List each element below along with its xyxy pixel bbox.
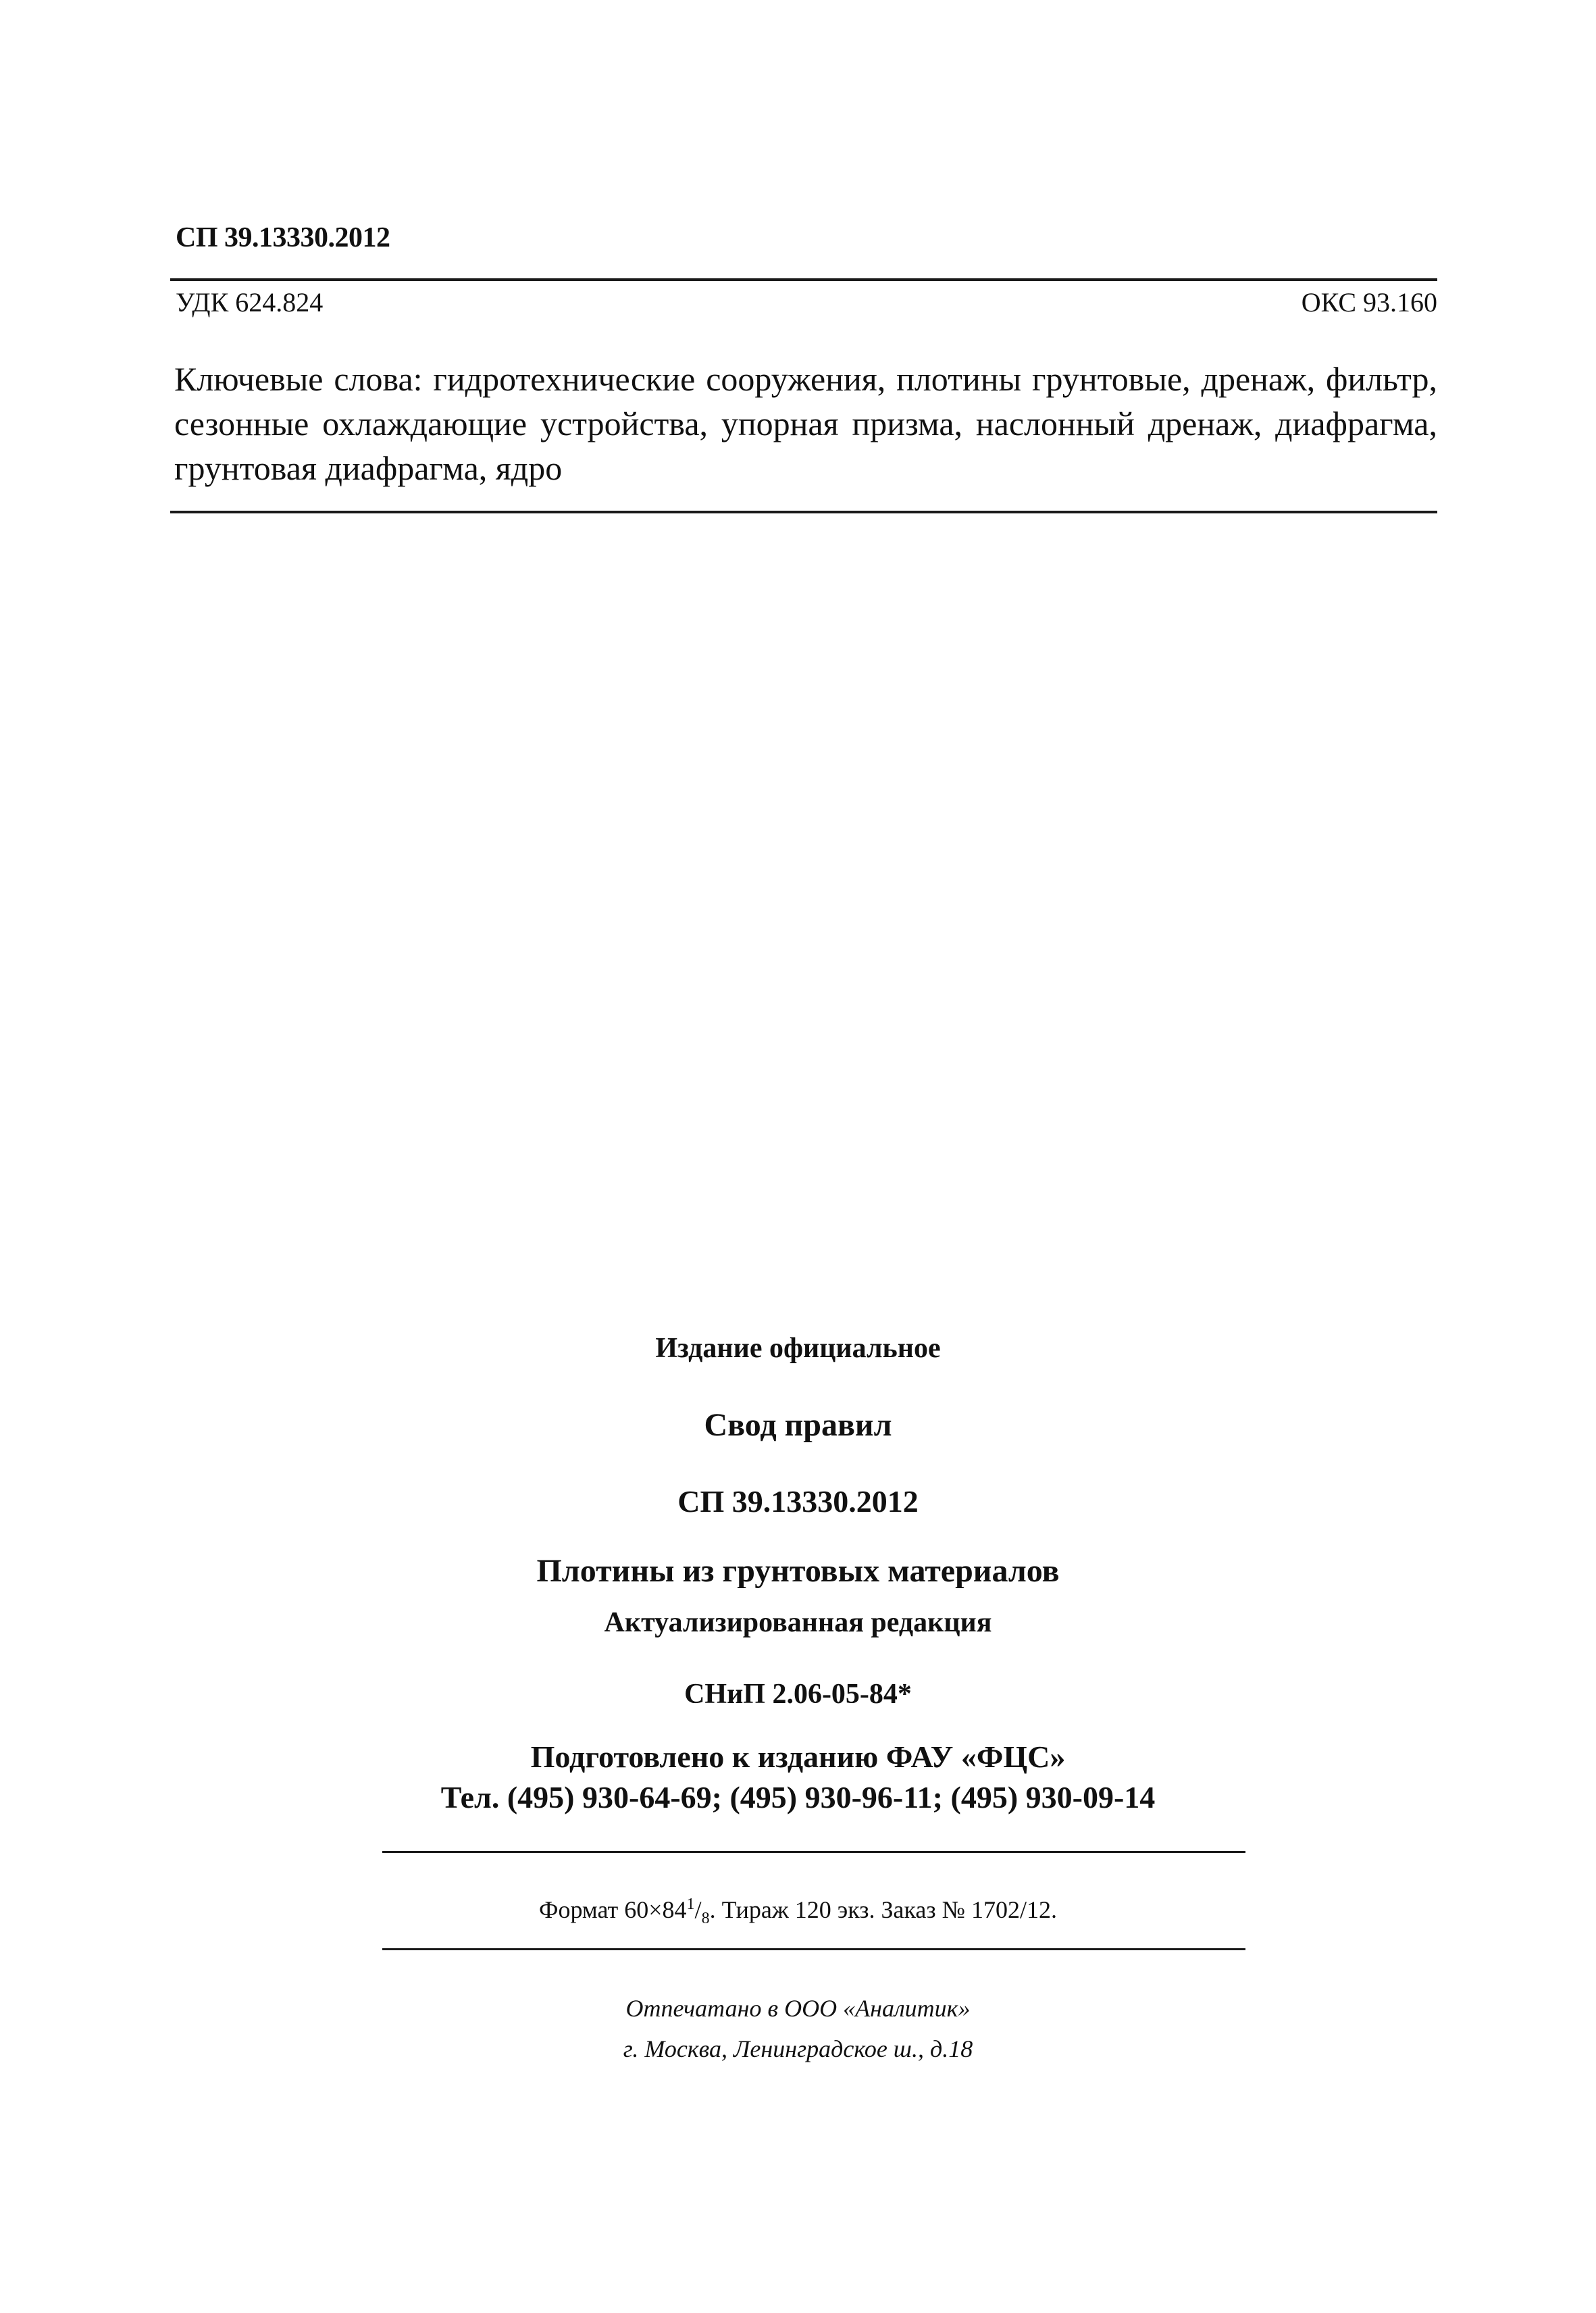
format-fraction-numerator: 1 bbox=[686, 1896, 695, 1913]
keywords-divider bbox=[170, 511, 1437, 513]
imprint-divider-bottom bbox=[382, 1948, 1245, 1950]
format-line bbox=[0, 1896, 1596, 1928]
document-code: СП 39.13330.2012 bbox=[176, 222, 390, 253]
prepared-by: Подготовлено к изданию ФАУ «ФЦС» bbox=[530, 1739, 1066, 1774]
edition-label: Издание официальное bbox=[655, 1333, 941, 1364]
format-suffix: . Тираж 120 экз. Заказ № 1702/12. bbox=[709, 1896, 1057, 1923]
format-fraction-denominator: 8 bbox=[701, 1910, 710, 1928]
printer-address: г. Москва, Ленинградское ш., д.18 bbox=[623, 2035, 973, 2062]
document-subtitle: Актуализированная редакция bbox=[604, 1607, 992, 1638]
udk-code: УДК 624.824 bbox=[176, 287, 324, 317]
format-fraction-slash: / bbox=[694, 1896, 702, 1923]
document-title: Плотины из грунтовых материалов bbox=[536, 1553, 1060, 1589]
standard-code: СП 39.13330.2012 bbox=[677, 1484, 919, 1519]
imprint-divider-top bbox=[382, 1851, 1245, 1853]
header-divider bbox=[170, 278, 1437, 281]
printed-by: Отпечатано в ООО «Аналитик» bbox=[625, 1995, 971, 2022]
svod-label: Свод правил bbox=[704, 1407, 892, 1443]
snip-code: СНиП 2.06-05-84* bbox=[684, 1679, 912, 1710]
phone-numbers: Тел. (495) 930-64-69; (495) 930-96-11; (495) 930-09-14 bbox=[440, 1780, 1156, 1814]
oks-code: ОКС 93.160 bbox=[1301, 287, 1437, 317]
format-prefix: Формат 60×84 bbox=[539, 1896, 687, 1923]
keywords-paragraph: Ключевые слова: гидротехнические сооружения, плотины грунтовые, дренаж, фильтр, сезонные охлаждающие устройства, упорная призма, наслонный дренаж, диафрагма, грунтовая диафрагма, ядро bbox=[174, 360, 1437, 487]
